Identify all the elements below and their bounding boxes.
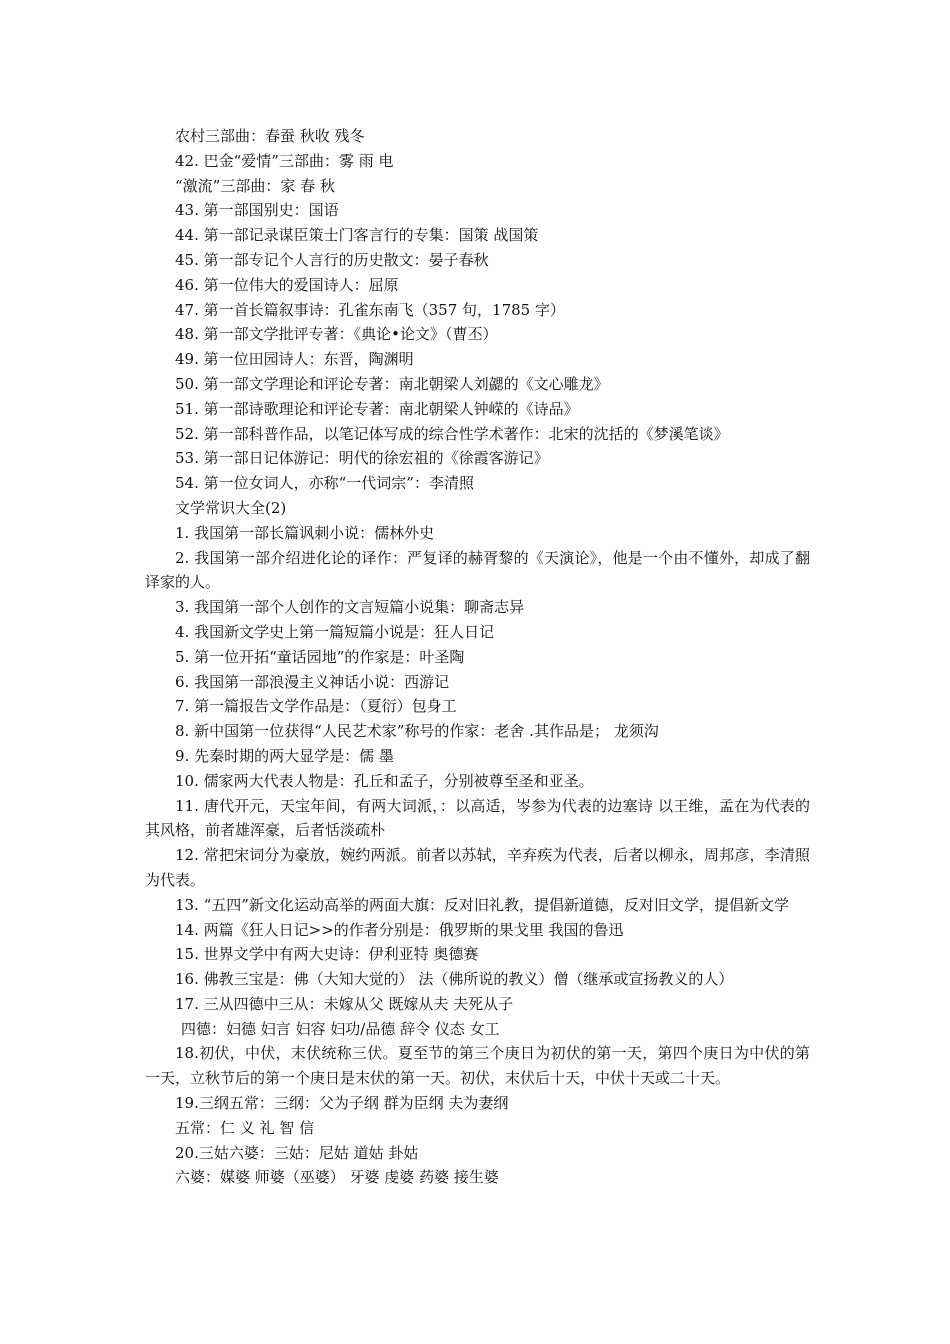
text-line: 14. 两篇《狂人日记>>的作者分别是：俄罗斯的果戈里 我国的鲁迅	[175, 920, 624, 939]
text-line: 4. 我国新文学史上第一篇短篇小说是：狂人日记	[175, 622, 495, 641]
text-paragraph: 13. “五四”新文化运动高举的两面大旗：反对旧礼教，提倡新道德，反对旧文学，提倡新文学	[175, 895, 789, 914]
text-paragraph: 18.初伏，中伏，末伏统称三伏。夏至节的第三个庚日为初伏的第一天，第四个庚日为中伏的第一天，立秋节后的第一个庚日是末伏的第一天。初伏，末伏后十天，中伏十天或二十天。	[145, 1044, 810, 1088]
text-line: 45. 第一部专记个人言行的历史散文：晏子春秋	[175, 250, 489, 269]
text-line: 54. 第一位女词人，亦称“一代词宗”：李清照	[175, 474, 474, 493]
text-line: 9. 先秦时期的两大显学是：儒 墨	[175, 746, 394, 765]
text-line: 43. 第一部国别史：国语	[175, 201, 339, 220]
text-line: 7. 第一篇报告文学作品是：（夏衍）包身工	[175, 697, 457, 716]
text-line: 五常：仁 义 礼 智 信	[175, 1118, 315, 1137]
text-line: 农村三部曲：春蚕 秋收 残冬	[175, 127, 365, 145]
text-line: 42. 巴金“爱情”三部曲：雾 雨 电	[175, 151, 394, 170]
text-line: 51. 第一部诗歌理论和评论专著：南北朝梁人钟嵘的《诗品》	[175, 399, 579, 418]
text-line: 10. 儒家两大代表人物是：孔丘和孟子，分别被尊至圣和亚圣。	[175, 771, 594, 790]
text-line: 3. 我国第一部个人创作的文言短篇小说集：聊斋志异	[175, 598, 525, 617]
document-body	[145, 124, 810, 1190]
text-line: 46. 第一位伟大的爱国诗人：屈原	[175, 275, 399, 294]
text-line: “激流”三部曲：家 春 秋	[175, 176, 335, 195]
text-line: 8. 新中国第一位获得“人民艺术家”称号的作家：老舍 .其作品是； 龙须沟	[175, 722, 659, 741]
text-paragraph: 12. 常把宋词分为豪放，婉约两派。前者以苏轼，辛弃疾为代表，后者以柳永，周邦彦，李清照为代表。	[145, 846, 810, 889]
text-line: 5. 第一位开拓“童话园地”的作家是：叶圣陶	[175, 647, 465, 666]
text-line: 19.三纲五常：三纲：父为子纲 群为臣纲 夫为妻纲	[175, 1094, 509, 1113]
text-line: 六婆：媒婆 师婆（巫婆） 牙婆 虔婆 药婆 接生婆	[175, 1168, 499, 1187]
text-line: 52. 第一部科普作品，以笔记体写成的综合性学术著作：北宋的沈括的《梦溪笔谈》	[175, 424, 729, 443]
text-line: 6. 我国第一部浪漫主义神话小说：西游记	[175, 672, 450, 691]
text-line: 四德：妇德 妇言 妇容 妇功/品德 辞令 仪态 女工	[181, 1019, 500, 1038]
text-line: 53. 第一部日记体游记：明代的徐宏祖的《徐霞客游记》	[175, 449, 549, 468]
text-paragraph: 11. 唐代开元，天宝年间，有两大词派，：以高适，岑参为代表的边塞诗 以王维，孟在为代表的其风格，前者雄浑豪，后者恬淡疏朴	[145, 796, 810, 840]
text-line: 44. 第一部记录谋臣策士门客言行的专集：国策 战国策	[175, 226, 539, 245]
text-line: 17. 三从四德中三从：未嫁从父 既嫁从夫 夫死从子	[175, 994, 514, 1013]
text-line: 49. 第一位田园诗人：东晋，陶渊明	[175, 350, 414, 369]
text-line: 50. 第一部文学理论和评论专著：南北朝梁人刘勰的《文心雕龙》	[175, 374, 609, 393]
text-paragraph: 2. 我国第一部介绍进化论的译作：严复译的赫胥黎的《天演论》，他是一个由不懂外，却成了翻译家的人。	[145, 548, 810, 592]
text-line: 1. 我国第一部长篇讽刺小说：儒林外史	[175, 523, 435, 542]
text-line: 48. 第一部文学批评专著：《典论•论文》（曹丕）	[175, 325, 498, 344]
section-heading: 文学常识大全(2)	[175, 498, 287, 517]
text-line: 16. 佛教三宝是：佛（大知大觉的） 法（佛所说的教义）僧（继承或宣扬教义的人）	[175, 970, 734, 989]
text-line: 47. 第一首长篇叙事诗：孔雀东南飞（357 句，1785 字）	[175, 300, 565, 319]
text-line: 20.三姑六婆：三姑：尼姑 道姑 卦姑	[175, 1143, 419, 1162]
text-line: 15. 世界文学中有两大史诗：伊利亚特 奥德赛	[175, 945, 479, 964]
